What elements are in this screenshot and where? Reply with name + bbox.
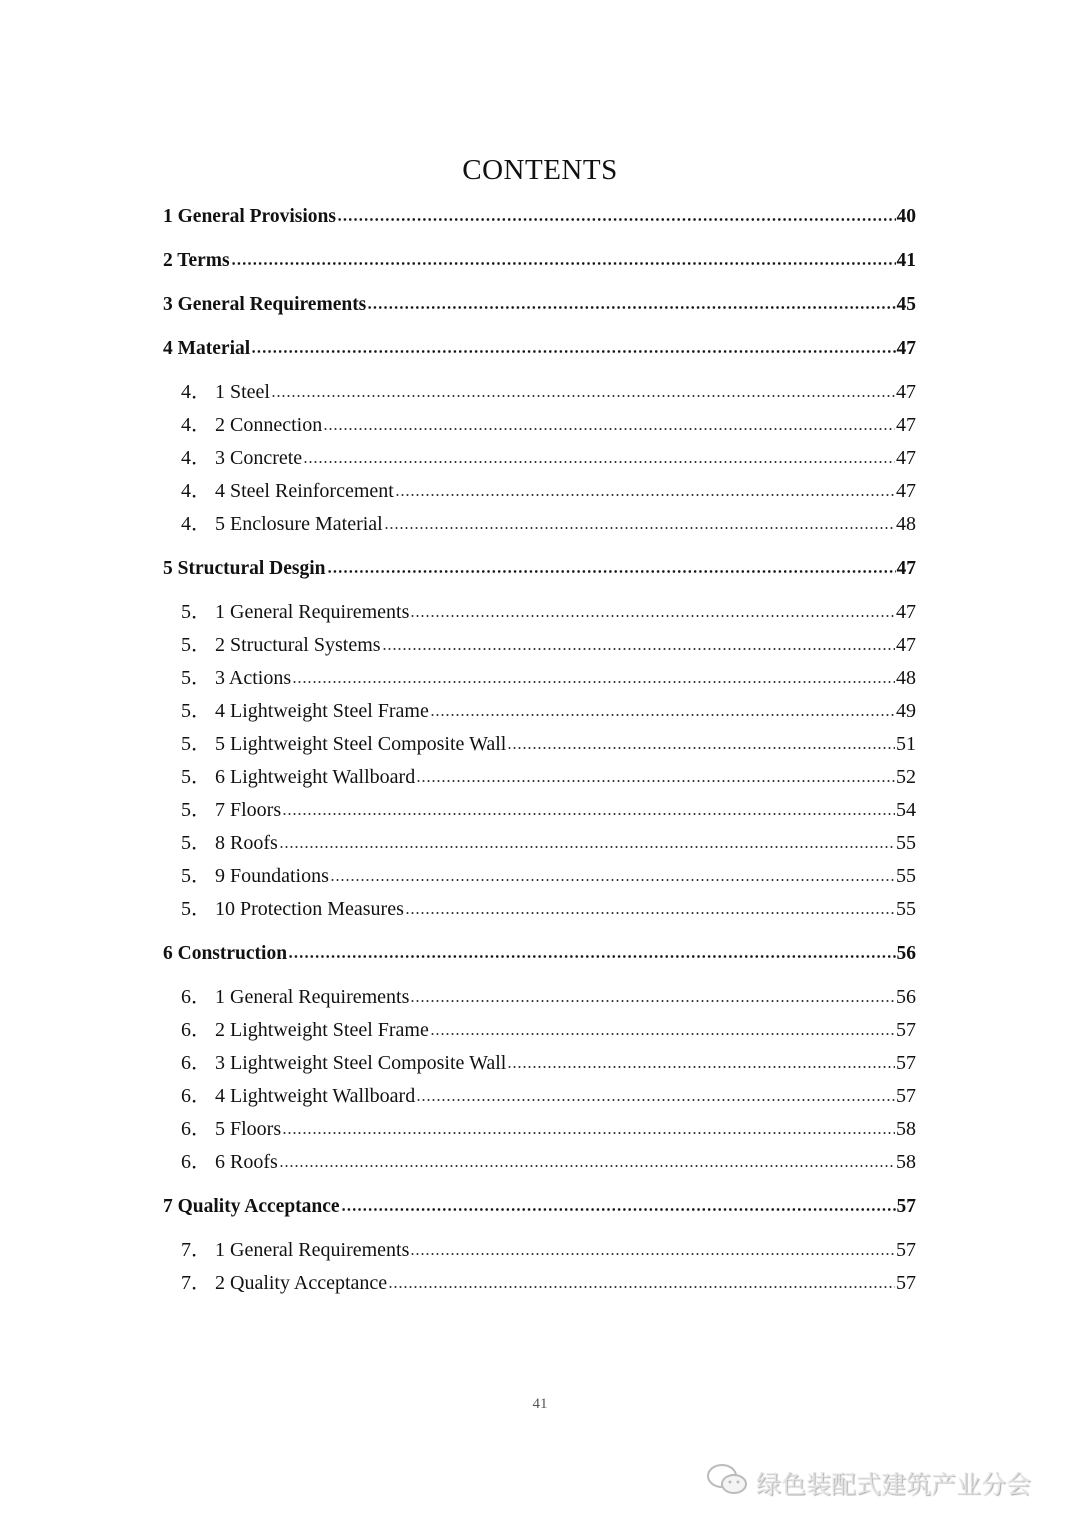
toc-entry-page: 47 [896,558,916,579]
toc-entry-label: 10 Protection Measures [215,898,404,920]
toc-entry-page: 51 [896,733,916,755]
dot-leader [282,1132,895,1134]
toc-entry-number: 5． [181,865,211,887]
toc-entry[interactable] [163,695,916,728]
toc-entry[interactable] [163,827,916,860]
toc-entry-page: 56 [896,943,916,964]
toc-entry-number: 5． [181,601,211,623]
toc-entry[interactable] [163,893,916,926]
toc-entry-label: 3 Lightweight Steel Composite Wall [215,1052,507,1074]
toc-entry-label: 1 General Requirements [215,1239,410,1261]
dot-leader [279,846,895,848]
toc-entry-label: 5 Enclosure Material [215,513,383,535]
toc-entry-label: 2 Quality Acceptance [215,1272,388,1294]
toc-entry-page: 54 [896,799,916,821]
toc-entry[interactable] [163,475,916,508]
dot-leader [416,780,895,782]
toc-entry-label: 2 Lightweight Steel Frame [215,1019,429,1041]
dot-leader [367,306,895,309]
toc-entry[interactable] [163,376,916,409]
dot-leader [330,879,895,881]
toc-entry-page: 47 [896,338,916,359]
watermark [706,1462,1031,1504]
toc-entry-label: 8 Roofs [215,832,278,854]
toc-entry-page: 57 [896,1272,916,1294]
toc-entry-page: 47 [896,480,916,502]
toc-entry-number: 4． [181,513,211,535]
toc-entry-page: 47 [896,634,916,656]
table-of-contents [163,200,916,1300]
toc-entry-number: 6． [181,986,211,1008]
toc-entry-label: 7 Floors [215,799,282,821]
toc-entry-number: 7． [181,1239,211,1261]
dot-leader [395,494,895,496]
toc-entry-page: 52 [896,766,916,788]
toc-entry-page: 55 [896,898,916,920]
toc-entry-page: 58 [896,1118,916,1140]
toc-entry-number: 4． [181,480,211,502]
contents-title: CONTENTS [462,154,618,186]
toc-entry[interactable] [163,508,916,541]
dot-leader [507,1066,895,1068]
toc-entry[interactable] [163,1190,916,1223]
dot-leader [405,912,895,914]
toc-entry[interactable] [163,794,916,827]
toc-entry[interactable] [163,442,916,475]
toc-entry-number: 5． [181,634,211,656]
dot-leader [410,615,895,617]
toc-entry-label: 9 Foundations [215,865,329,887]
toc-entry-label: 1 General Requirements [215,601,410,623]
toc-entry-page: 41 [896,250,916,271]
wechat-icon [706,1462,750,1504]
toc-entry-number: 4． [181,447,211,469]
toc-entry[interactable] [163,244,916,277]
toc-entry-number: 5． [181,700,211,722]
dot-leader [384,527,895,529]
dot-leader [382,648,895,650]
toc-entry-page: 56 [896,986,916,1008]
toc-entry[interactable] [163,981,916,1014]
dot-leader [288,955,895,958]
toc-entry-page: 49 [896,700,916,722]
dot-leader [507,747,895,749]
toc-entry-page: 57 [896,1085,916,1107]
dot-leader [303,461,895,463]
toc-entry-number: 5． [181,766,211,788]
toc-entry[interactable] [163,629,916,662]
toc-entry-page: 57 [896,1196,916,1217]
toc-entry-page: 47 [896,601,916,623]
toc-entry-label: 1 General Provisions [163,206,336,227]
toc-entry-page: 58 [896,1151,916,1173]
toc-entry-number: 6． [181,1019,211,1041]
dot-leader [231,262,896,265]
toc-entry-label: 2 Terms [163,250,230,271]
toc-entry[interactable] [163,1080,916,1113]
toc-entry-number: 6． [181,1151,211,1173]
toc-entry-label: 3 Concrete [215,447,303,469]
toc-entry-number: 5． [181,733,211,755]
toc-entry-page: 47 [896,381,916,403]
toc-entry[interactable] [163,1234,916,1267]
toc-entry-page: 47 [896,447,916,469]
toc-entry-label: 4 Steel Reinforcement [215,480,394,502]
toc-entry-label: 1 General Requirements [215,986,410,1008]
toc-entry-label: 5 Floors [215,1118,282,1140]
toc-entry-label: 4 Material [163,338,251,359]
toc-entry[interactable] [163,1113,916,1146]
toc-entry-number: 4． [181,381,211,403]
toc-entry[interactable] [163,1047,916,1080]
toc-entry[interactable] [163,288,916,321]
toc-entry-label: 3 General Requirements [163,294,367,315]
toc-entry[interactable] [163,1267,916,1300]
toc-entry-number: 7． [181,1272,211,1294]
toc-entry[interactable] [163,662,916,695]
toc-entry-label: 1 Steel [215,381,270,403]
toc-entry-number: 5． [181,667,211,689]
dot-leader [410,1000,895,1002]
dot-leader [416,1099,895,1101]
toc-entry-page: 57 [896,1052,916,1074]
toc-entry-label: 4 Lightweight Wallboard [215,1085,416,1107]
dot-leader [337,218,896,221]
dot-leader [410,1253,895,1255]
toc-entry-page: 48 [896,667,916,689]
toc-entry-label: 5 Lightweight Steel Composite Wall [215,733,507,755]
toc-entry-number: 6． [181,1085,211,1107]
dot-leader [271,395,895,397]
toc-entry-number: 6． [181,1052,211,1074]
toc-entry-page: 47 [896,414,916,436]
watermark-text: 绿色装配式建筑产业分会 [756,1470,1032,1499]
toc-entry-label: 4 Lightweight Steel Frame [215,700,429,722]
toc-entry[interactable] [163,728,916,761]
toc-entry-number: 6． [181,1118,211,1140]
toc-entry-label: 2 Connection [215,414,323,436]
dot-leader [251,350,895,353]
toc-entry-label: 6 Lightweight Wallboard [215,766,416,788]
dot-leader [388,1286,895,1288]
toc-entry-page: 57 [896,1239,916,1261]
toc-entry-page: 48 [896,513,916,535]
toc-entry[interactable] [163,1146,916,1179]
toc-entry[interactable] [163,409,916,442]
page-number: 41 [532,1396,548,1412]
toc-entry-label: 6 Construction [163,943,288,964]
dot-leader [292,681,895,683]
toc-entry-page: 57 [896,1019,916,1041]
toc-entry-number: 5． [181,799,211,821]
toc-entry-number: 5． [181,832,211,854]
toc-entry[interactable] [163,860,916,893]
toc-entry[interactable] [163,596,916,629]
dot-leader [327,570,896,573]
toc-entry[interactable] [163,761,916,794]
dot-leader [341,1208,896,1211]
toc-entry[interactable] [163,200,916,233]
toc-entry-label: 7 Quality Acceptance [163,1196,340,1217]
toc-entry-label: 5 Structural Desgin [163,558,326,579]
toc-entry-page: 45 [896,294,916,315]
dot-leader [282,813,895,815]
dot-leader [323,428,895,430]
toc-entry-page: 55 [896,865,916,887]
toc-entry[interactable] [163,332,916,365]
toc-entry[interactable] [163,937,916,970]
toc-entry[interactable] [163,552,916,585]
dot-leader [430,714,895,716]
toc-entry-page: 55 [896,832,916,854]
toc-entry-label: 6 Roofs [215,1151,278,1173]
dot-leader [279,1165,895,1167]
toc-entry-number: 4． [181,414,211,436]
toc-entry[interactable] [163,1014,916,1047]
dot-leader [430,1033,895,1035]
toc-entry-page: 40 [896,206,916,227]
toc-entry-number: 5． [181,898,211,920]
toc-entry-label: 2 Structural Systems [215,634,381,656]
toc-entry-label: 3 Actions [215,667,292,689]
